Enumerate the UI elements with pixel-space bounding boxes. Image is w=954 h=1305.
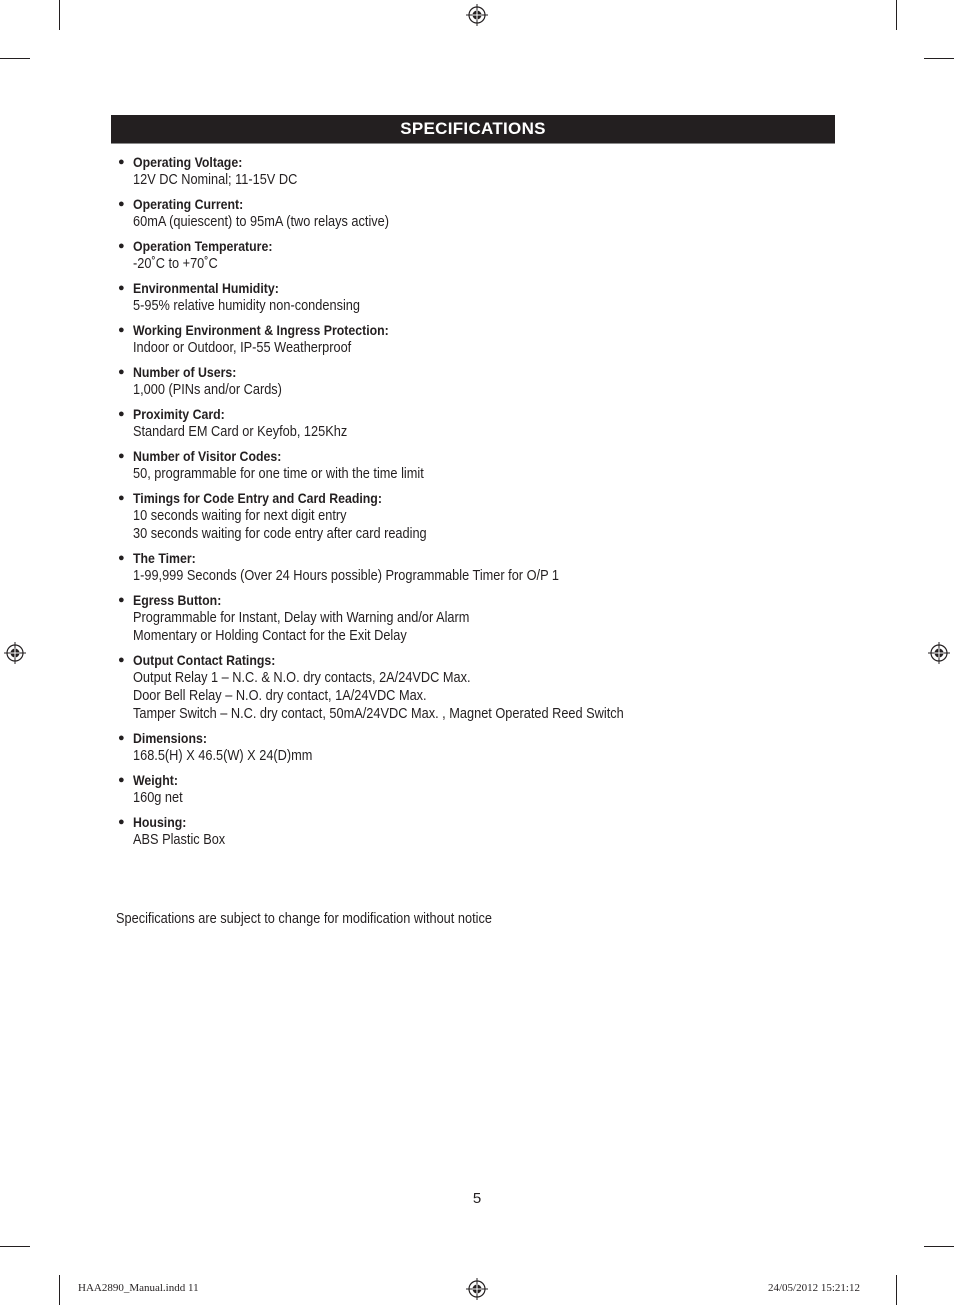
slug-file-name: HAA2890_Manual.indd 11	[78, 1282, 199, 1294]
spec-label: Proximity Card:	[133, 406, 225, 422]
spec-value: Door Bell Relay – N.O. dry contact, 1A/24VDC Max.	[133, 688, 427, 704]
bullet-icon: ●	[118, 492, 125, 504]
spec-value: Output Relay 1 – N.C. & N.O. dry contacts, 2A/24VDC Max.	[133, 670, 471, 686]
spec-item	[118, 154, 838, 189]
bullet-icon: ●	[118, 816, 125, 828]
spec-value: 10 seconds waiting for next digit entry	[133, 508, 347, 524]
bullet-icon: ●	[118, 324, 125, 336]
spec-item	[118, 238, 838, 273]
bullet-icon: ●	[118, 774, 125, 786]
spec-value: 30 seconds waiting for code entry after card reading	[133, 526, 427, 542]
spec-label: The Timer:	[133, 550, 196, 566]
registration-target-icon	[928, 642, 950, 664]
spec-value: 168.5(H) X 46.5(W) X 24(D)mm	[133, 748, 313, 764]
registration-target-icon	[466, 1278, 488, 1300]
bullet-icon: ●	[118, 366, 125, 378]
section-header	[111, 115, 835, 144]
crop-mark	[0, 1246, 30, 1247]
bullet-icon: ●	[118, 450, 125, 462]
spec-value: Standard EM Card or Keyfob, 125Khz	[133, 424, 348, 440]
spec-value: 12V DC Nominal; 11-15V DC	[133, 172, 298, 188]
spec-item	[118, 490, 838, 543]
spec-label: Housing:	[133, 814, 187, 830]
spec-item	[118, 406, 838, 441]
slug-datetime: 24/05/2012 15:21:12	[768, 1282, 860, 1294]
spec-label: Egress Button:	[133, 592, 222, 608]
spec-label: Timings for Code Entry and Card Reading:	[133, 490, 382, 506]
bullet-icon: ●	[118, 654, 125, 666]
spec-value: 60mA (quiescent) to 95mA (two relays active)	[133, 214, 390, 230]
bullet-icon: ●	[118, 240, 125, 252]
bullet-icon: ●	[118, 732, 125, 744]
bullet-icon: ●	[118, 156, 125, 168]
spec-item	[118, 448, 838, 483]
disclaimer-notice: Specifications are subject to change for modification without notice	[116, 911, 492, 927]
bullet-icon: ●	[118, 552, 125, 564]
spec-label: Weight:	[133, 772, 178, 788]
spec-item	[118, 772, 838, 807]
spec-item	[118, 652, 838, 723]
spec-item	[118, 814, 838, 849]
spec-label: Environmental Humidity:	[133, 280, 279, 296]
spec-value: 5-95% relative humidity non-condensing	[133, 298, 360, 314]
spec-label: Dimensions:	[133, 730, 207, 746]
specifications-list	[118, 154, 838, 856]
crop-mark	[896, 0, 897, 30]
spec-item	[118, 550, 838, 585]
spec-item	[118, 730, 838, 765]
crop-mark	[896, 1275, 897, 1305]
crop-mark	[59, 0, 60, 30]
spec-label: Number of Users:	[133, 364, 237, 380]
spec-label: Operation Temperature:	[133, 238, 273, 254]
bullet-icon: ●	[118, 282, 125, 294]
spec-value: 1-99,999 Seconds (Over 24 Hours possible) Programmable Timer for O/P 1	[133, 568, 560, 584]
spec-label: Operating Voltage:	[133, 154, 243, 170]
spec-label: Operating Current:	[133, 196, 244, 212]
bullet-icon: ●	[118, 594, 125, 606]
registration-target-icon	[466, 4, 488, 26]
section-title: SPECIFICATIONS	[400, 119, 546, 138]
bullet-icon: ●	[118, 198, 125, 210]
crop-mark	[924, 1246, 954, 1247]
crop-mark	[59, 1275, 60, 1305]
registration-target-icon	[4, 642, 26, 664]
spec-value: Programmable for Instant, Delay with Warning and/or Alarm	[133, 610, 470, 626]
spec-value: Momentary or Holding Contact for the Exit Delay	[133, 628, 407, 644]
spec-value: 1,000 (PINs and/or Cards)	[133, 382, 282, 398]
spec-value: -20˚C to +70˚C	[133, 256, 218, 272]
spec-value: 50, programmable for one time or with the time limit	[133, 466, 424, 482]
crop-mark	[924, 58, 954, 59]
spec-label: Working Environment & Ingress Protection:	[133, 322, 389, 338]
spec-value: ABS Plastic Box	[133, 832, 226, 848]
spec-item	[118, 322, 838, 357]
spec-label: Number of Visitor Codes:	[133, 448, 282, 464]
spec-value: Indoor or Outdoor, IP-55 Weatherproof	[133, 340, 352, 356]
spec-item	[118, 364, 838, 399]
spec-value: Tamper Switch – N.C. dry contact, 50mA/24VDC Max. , Magnet Operated Reed Switch	[133, 706, 624, 722]
spec-item	[118, 592, 838, 645]
spec-label: Output Contact Ratings:	[133, 652, 276, 668]
spec-value: 160g net	[133, 790, 183, 806]
crop-mark	[0, 58, 30, 59]
spec-item	[118, 280, 838, 315]
bullet-icon: ●	[118, 408, 125, 420]
spec-item	[118, 196, 838, 231]
page-number: 5	[472, 1190, 482, 1207]
